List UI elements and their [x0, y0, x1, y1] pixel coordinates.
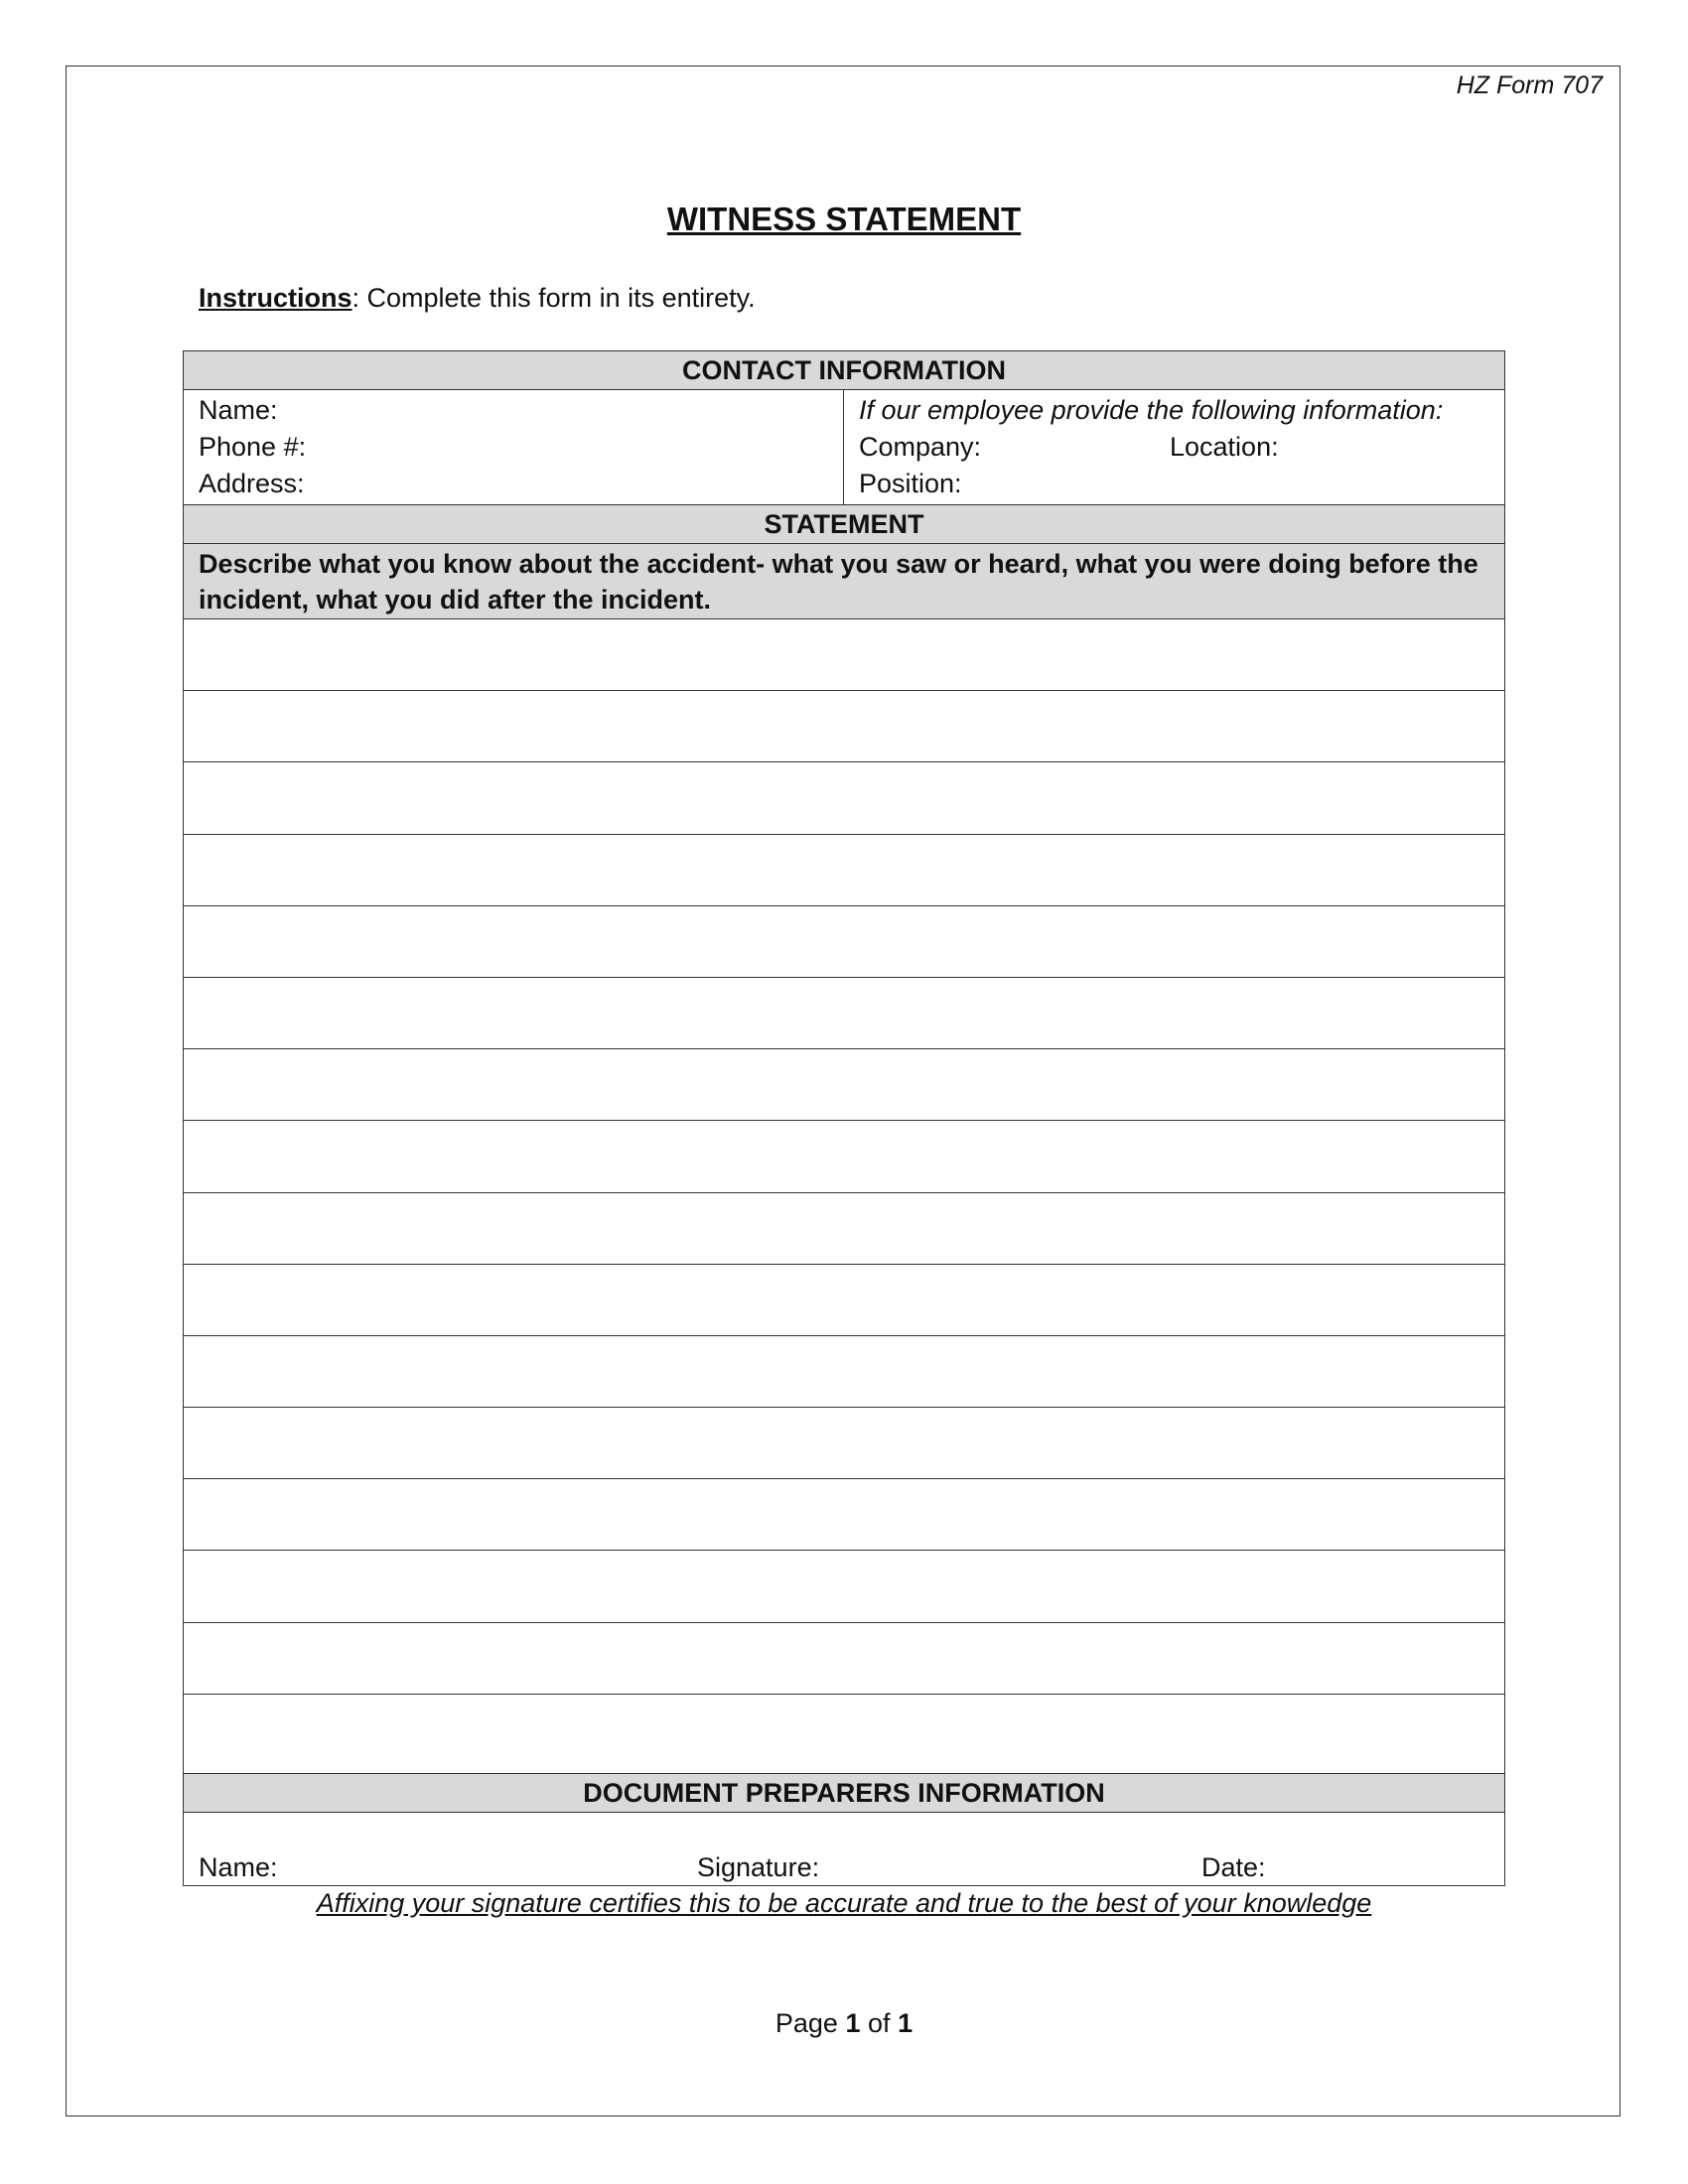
statement-prompt: Describe what you know about the accident- what you saw or heard, what you were doing before the incident, what you did after the incident.	[184, 544, 1504, 619]
statement-line[interactable]	[184, 906, 1504, 978]
statement-line[interactable]	[184, 1623, 1504, 1695]
contact-left-column	[184, 390, 844, 505]
preparer-section	[183, 1773, 1505, 1886]
statement-line[interactable]	[184, 691, 1504, 762]
phone-field[interactable]: Phone #:	[199, 432, 307, 462]
statement-line[interactable]	[184, 1479, 1504, 1551]
statement-line[interactable]	[184, 1336, 1504, 1408]
employee-note: If our employee provide the following information:	[859, 395, 1444, 425]
certification-note: Affixing your signature certifies this to be accurate and true to the best of your knowledge	[316, 1888, 1372, 1918]
statement-line[interactable]	[184, 762, 1504, 834]
statement-section	[183, 504, 1505, 1775]
page-current: 1	[845, 2008, 861, 2038]
instructions	[199, 283, 756, 314]
statement-line[interactable]	[184, 835, 1504, 906]
contact-section	[183, 350, 1505, 506]
statement-line[interactable]	[184, 1193, 1504, 1265]
statement-heading: STATEMENT	[184, 505, 1504, 544]
statement-line[interactable]	[184, 1121, 1504, 1192]
form-id: HZ Form 707	[1456, 71, 1603, 99]
page-total: 1	[898, 2008, 914, 2038]
page-number	[0, 2008, 1688, 2039]
address-field[interactable]: Address:	[199, 469, 305, 498]
contact-heading: CONTACT INFORMATION	[184, 351, 1504, 390]
statement-line[interactable]	[184, 1551, 1504, 1622]
statement-line[interactable]	[184, 1408, 1504, 1479]
position-field[interactable]: Position:	[859, 469, 962, 498]
statement-line[interactable]	[184, 978, 1504, 1049]
preparer-heading: DOCUMENT PREPARERS INFORMATION	[184, 1774, 1504, 1813]
preparer-date-field[interactable]: Date:	[1201, 1852, 1266, 1882]
statement-line[interactable]	[184, 619, 1504, 691]
statement-line[interactable]	[184, 1049, 1504, 1121]
location-field[interactable]: Location:	[1170, 432, 1279, 462]
preparer-name-field[interactable]: Name:	[199, 1852, 278, 1882]
name-field[interactable]: Name:	[199, 395, 278, 425]
page-word: Page	[774, 2008, 838, 2038]
contact-right-column	[844, 390, 1504, 505]
company-field[interactable]: Company:	[859, 432, 982, 462]
statement-line[interactable]	[184, 1265, 1504, 1336]
instructions-text: : Complete this form in its entirety.	[352, 283, 756, 313]
preparer-signature-field[interactable]: Signature:	[697, 1852, 820, 1882]
page-title: WITNESS STATEMENT	[666, 201, 1022, 237]
statement-line[interactable]	[184, 1695, 1504, 1770]
instructions-label: Instructions	[199, 283, 352, 313]
of-word: of	[868, 2008, 891, 2038]
